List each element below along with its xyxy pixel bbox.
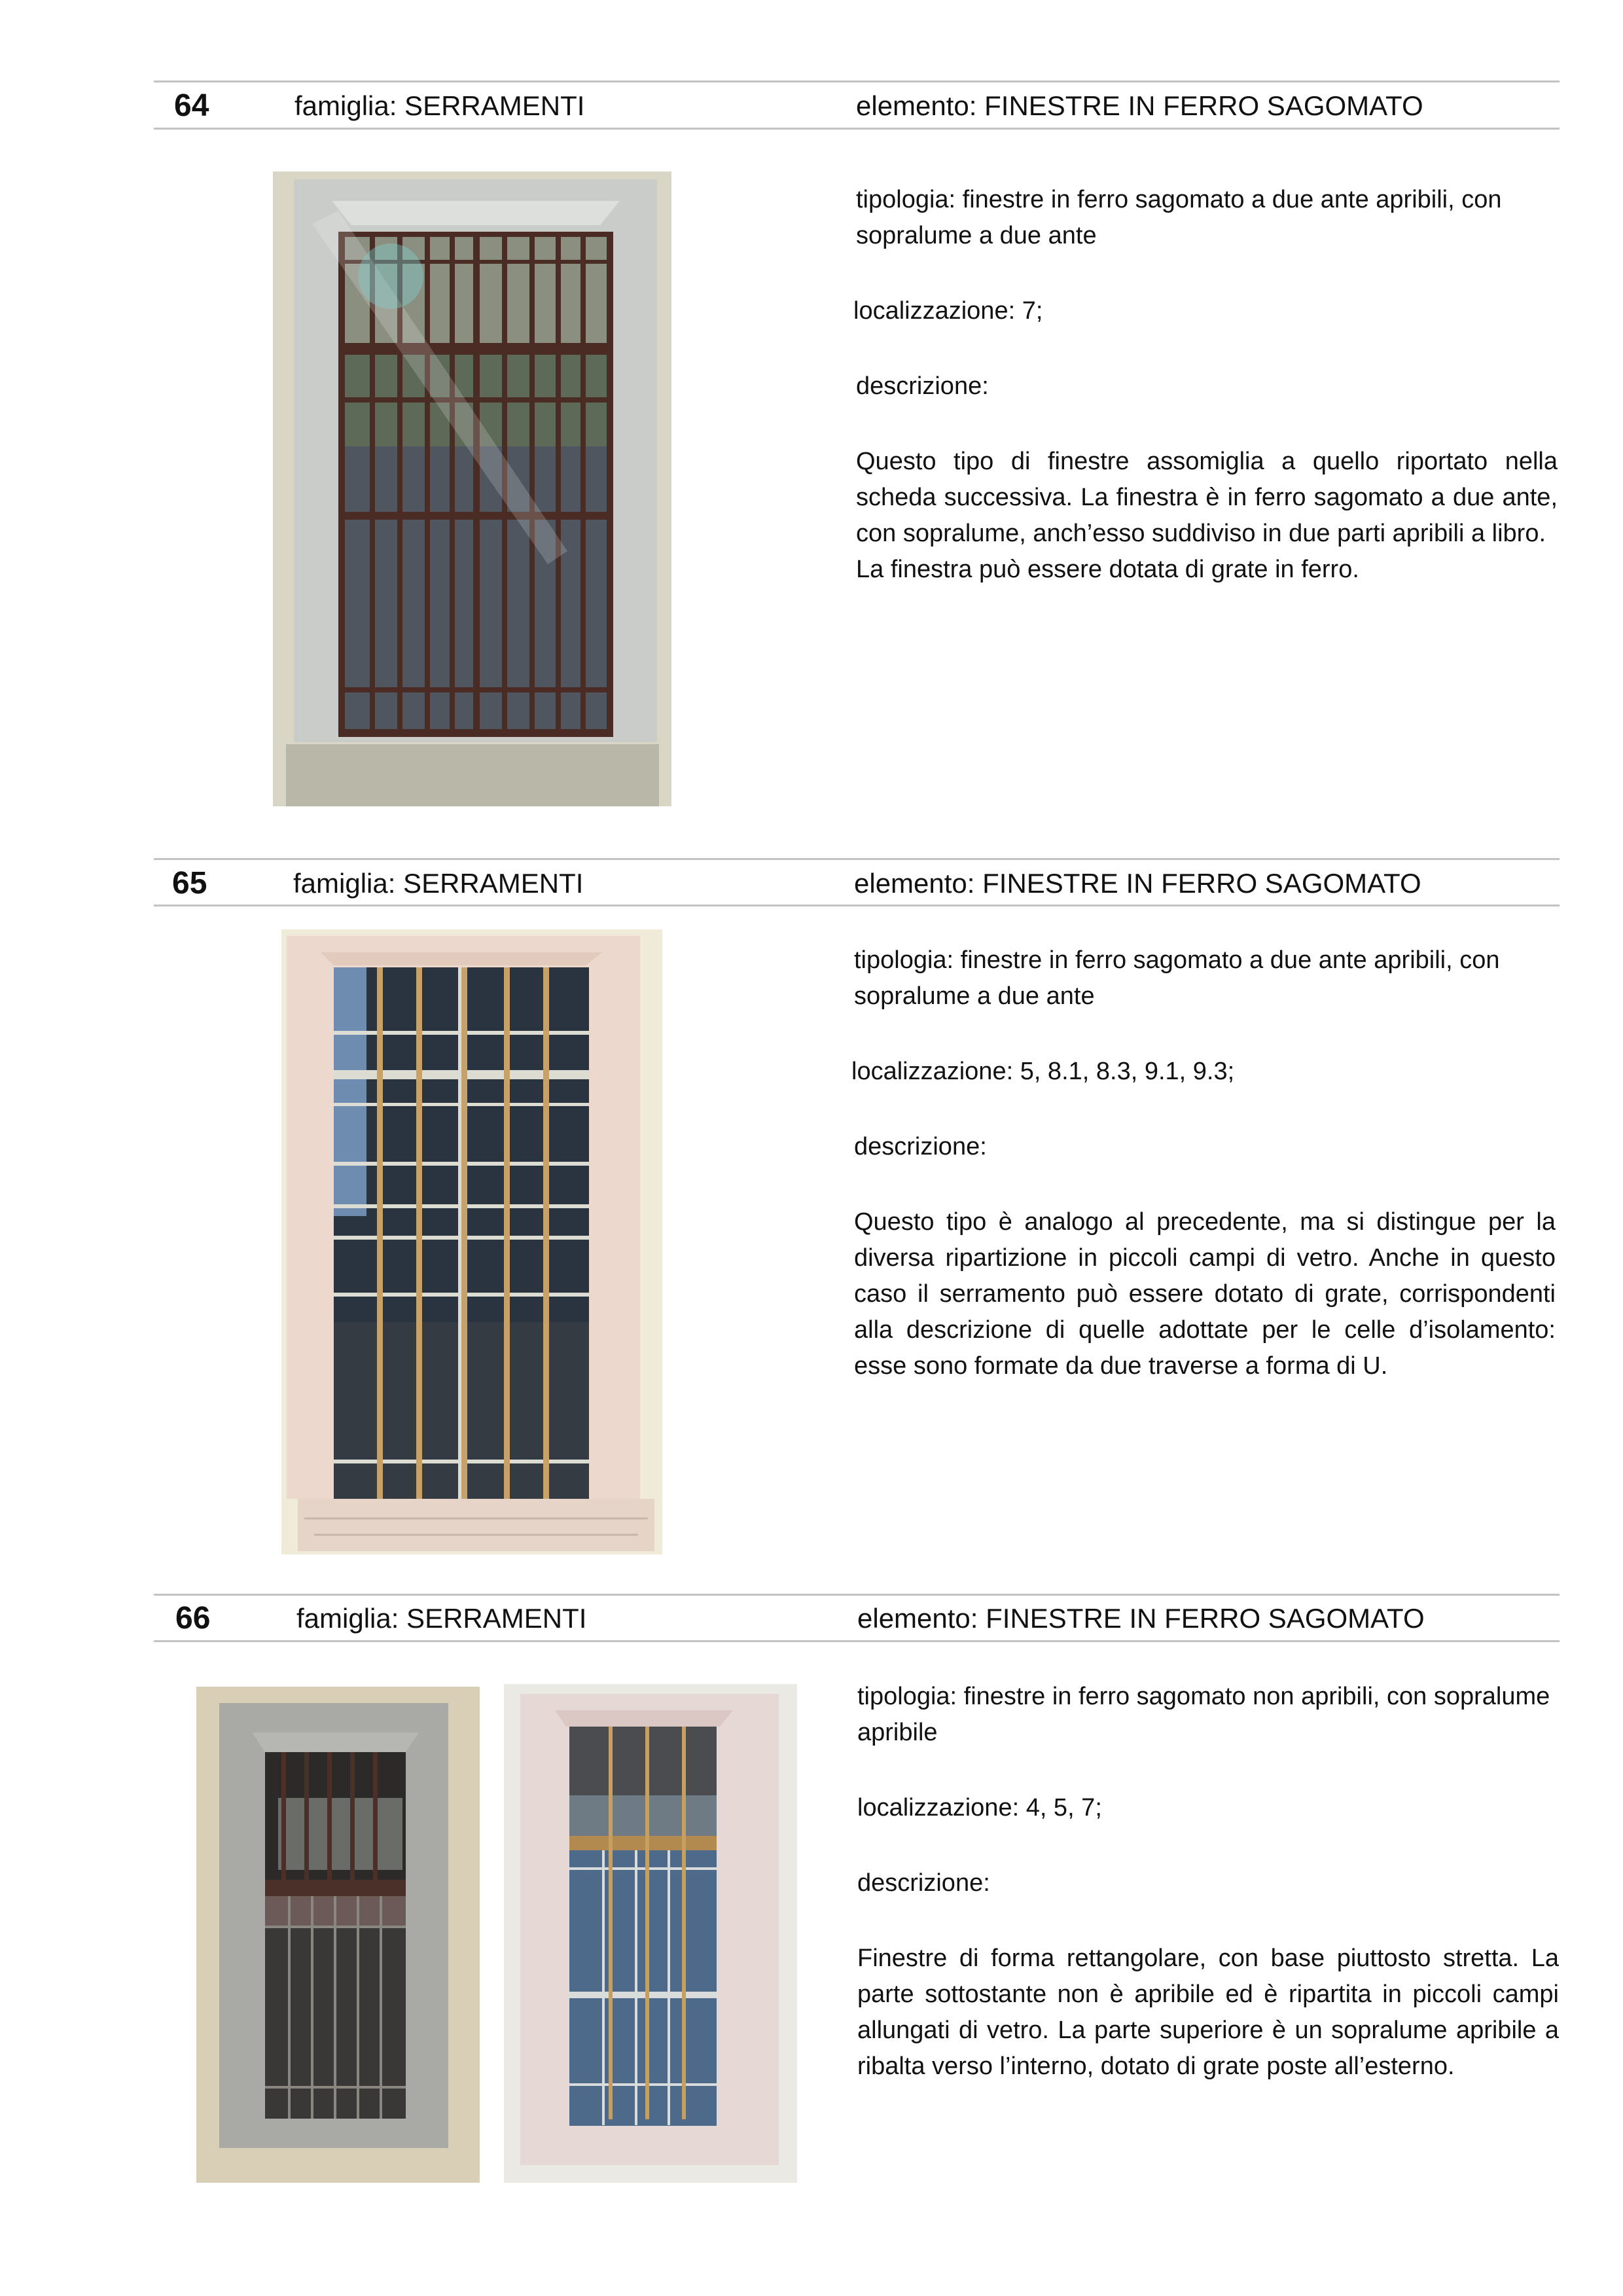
famiglia-label: famiglia: SERRAMENTI <box>294 90 585 121</box>
window-photo <box>273 171 671 806</box>
descrizione-paragraph: Finestre di forma rettangolare, con base piuttosto stretta. La parte sottostante non è apribile ed è ripartita in piccoli campi allungati di vetro. La parte superiore è un sopralume apribile a ribalta verso l’interno, dotato di grate poste all’esterno. <box>857 1945 1559 2080</box>
descrizione-label: descrizione: <box>857 1869 990 1897</box>
elemento-label: elemento: FINESTRE IN FERRO SAGOMATO <box>857 1603 1425 1634</box>
descrizione-paragraph: La finestra può essere dotata di grate in ferro. <box>856 556 1359 583</box>
header-bottom-rule <box>154 1640 1560 1642</box>
header-bottom-rule <box>154 905 1560 906</box>
localizzazione-text: localizzazione: 4, 5, 7; <box>857 1794 1102 1821</box>
sheet-number: 65 <box>172 866 207 901</box>
elemento-label: elemento: FINESTRE IN FERRO SAGOMATO <box>854 868 1421 899</box>
tipologia-text: tipologia: finestre in ferro sagomato a due ante apribili, con sopralume a due ante <box>856 186 1502 249</box>
sheet-text <box>853 182 1558 588</box>
sheet-number: 66 <box>175 1601 211 1636</box>
window-photo <box>281 929 662 1554</box>
localizzazione-text: localizzazione: 5, 8.1, 8.3, 9.1, 9.3; <box>851 1058 1235 1085</box>
descrizione-label: descrizione: <box>856 372 989 400</box>
window-photo-left <box>196 1687 480 2183</box>
elemento-label: elemento: FINESTRE IN FERRO SAGOMATO <box>856 90 1423 121</box>
window-photo-right <box>504 1684 797 2183</box>
header-bottom-rule <box>154 128 1560 130</box>
descrizione-label: descrizione: <box>854 1133 987 1160</box>
header-top-rule <box>154 1594 1560 1596</box>
famiglia-label: famiglia: SERRAMENTI <box>293 868 584 899</box>
tipologia-text: tipologia: finestre in ferro sagomato non apribili, con sopralume apribile <box>857 1683 1550 1746</box>
sheet-text <box>851 942 1556 1384</box>
header-top-rule <box>154 81 1560 82</box>
tipologia-text: tipologia: finestre in ferro sagomato a due ante apribili, con sopralume a due ante <box>854 946 1500 1010</box>
descrizione-paragraph: Questo tipo è analogo al precedente, ma si distingue per la diversa ripartizione in piccoli campi di vetro. Anche in questo caso il serramento può essere dotato di grate, corrispondenti alla descrizione di quelle adottate per le celle d’isolamento: esse sono formate da due traverse a forma di U. <box>854 1208 1556 1380</box>
localizzazione-text: localizzazione: 7; <box>853 297 1043 325</box>
descrizione-paragraph: Questo tipo di finestre assomiglia a quello riportato nella scheda successiva. La finestra è in ferro sagomato a due ante, con sopralume, anch’esso suddiviso in due parti apribili a libro. <box>856 448 1558 547</box>
header-top-rule <box>154 858 1560 860</box>
famiglia-label: famiglia: SERRAMENTI <box>296 1603 587 1634</box>
sheet-text <box>857 1679 1559 2085</box>
sheet-number: 64 <box>174 88 209 123</box>
